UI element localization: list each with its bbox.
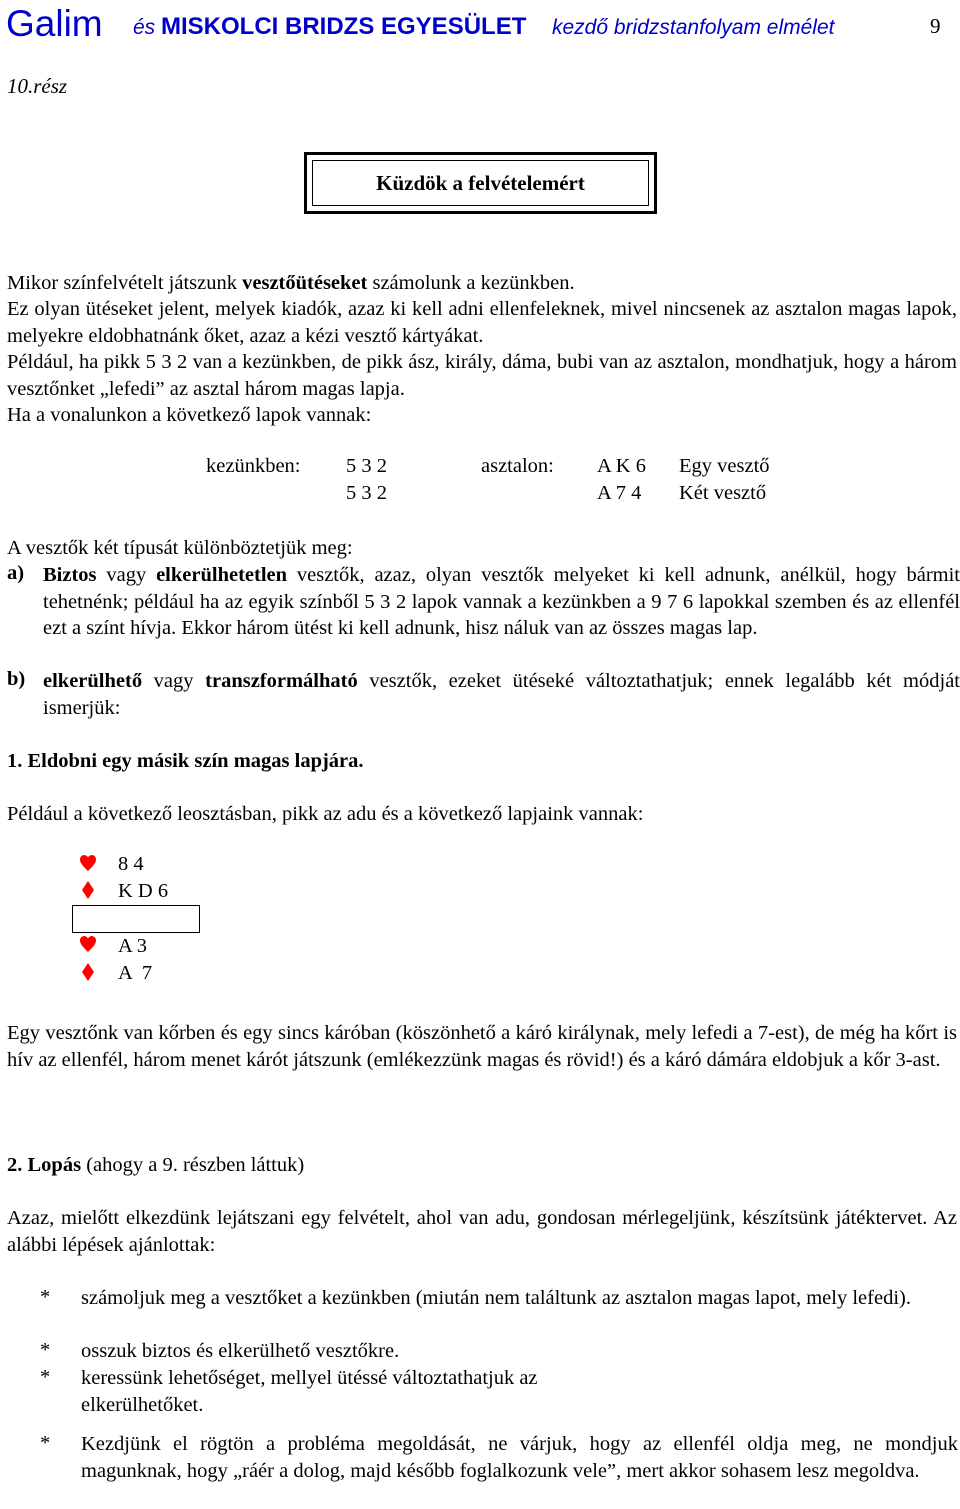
page-title: Küzdök a felvételemért bbox=[376, 170, 585, 195]
row1-result: Egy vesztő bbox=[679, 455, 770, 477]
label-hand: kezünkben: bbox=[206, 455, 301, 477]
type-a-text bbox=[43, 562, 960, 642]
type-b-rest: vesztők, ezeket ütéseké változtathatjuk; ennek legalább két módját ismerjük: bbox=[43, 670, 960, 719]
intro-paragraph-2: Ez olyan ütéseket jelent, melyek kiadók, azaz ki kell adni ellenfeleknek, mivel nincsenek az asztalon magas lapok, melyekre eldobhatnánk őket, azaz a kézi vesztő kártyákat. bbox=[7, 298, 957, 347]
method-1-heading: 1. Eldobni egy másik szín magas lapjára. bbox=[7, 750, 364, 772]
hand-divider-box bbox=[72, 905, 200, 933]
step-3-star: * bbox=[40, 1366, 51, 1388]
label-table: asztalon: bbox=[481, 455, 554, 477]
row1-hand: 5 3 2 bbox=[346, 455, 387, 477]
row2-result: Két vesztő bbox=[679, 482, 767, 504]
method-1-intro: Például a következő leosztásban, pikk az adu és a következő lapjaink vannak: bbox=[7, 803, 644, 825]
method-1-explanation: Egy vesztőnk van kőrben és egy sincs káróban (köszönhető a káró királynak, mely lefedi a 7-est), de még ha kőrt is hív az ellenfél, három menet kárót játszunk (emlékezzünk magas és rövid!) és a káró dámára eldobjuk a kőr 3-ast. bbox=[7, 1022, 957, 1071]
title-box bbox=[304, 152, 657, 214]
hand-top-hearts: 8 4 bbox=[118, 853, 144, 875]
types-intro: A vesztők két típusát különböztetjük meg: bbox=[7, 537, 353, 559]
type-b-bold-2: transzformálható bbox=[205, 670, 358, 692]
heart-icon bbox=[80, 855, 96, 873]
method-2-heading-rest: (ahogy a 9. részben láttuk) bbox=[81, 1154, 305, 1176]
intro-line-1 bbox=[7, 270, 957, 297]
heart-icon bbox=[80, 936, 96, 954]
method-2-heading-bold: 2. Lopás bbox=[7, 1154, 82, 1176]
hand-top-diamonds: K D 6 bbox=[118, 880, 169, 902]
row2-table: A 7 4 bbox=[597, 482, 642, 504]
type-b-label: b) bbox=[7, 668, 26, 690]
hand-bottom-hearts: A 3 bbox=[118, 935, 148, 957]
step-2-text: osszuk biztos és elkerülhető vesztőkre. bbox=[81, 1340, 400, 1362]
header-course: kezdő bridzstanfolyam elmélet bbox=[552, 16, 835, 39]
intro-paragraph-3: Például, ha pikk 5 3 2 van a kezünkben, de pikk ász, király, dáma, bubi van az asztalon, mondhatjuk, hogy a három vesztőnket „lefedi” az asztal három magas lapja. bbox=[7, 351, 957, 400]
page-number: 9 bbox=[930, 14, 941, 38]
header-galim: Galim bbox=[6, 3, 103, 44]
part-label: 10.rész bbox=[7, 74, 68, 98]
method-2-intro: Azaz, mielőtt elkezdünk lejátszani egy felvételt, ahol van adu, gondosan mérlegeljünk, készítsünk játéktervet. Az alábbi lépések ajánlottak: bbox=[7, 1207, 957, 1256]
intro-line-1-post: számolunk a kezünkben. bbox=[367, 272, 575, 294]
diamond-icon bbox=[80, 881, 96, 899]
step-1-star: * bbox=[40, 1286, 51, 1308]
diamond-icon bbox=[80, 963, 96, 981]
header-club-name: MISKOLCI BRIDZS EGYESÜLET bbox=[161, 13, 527, 40]
type-b-bold-1: elkerülhető bbox=[43, 670, 143, 692]
type-a-rest: vesztők, azaz, olyan vesztők melyeket ki kell adnunk, anélkül, hogy bármit tehetnénk; például ha az egyik színből 5 3 2 lapok vannak a kezünkben a 9 7 6 lapokkal szemben és az ellenfél ezt a színt hívja. Ekkor három ütést ki kell adnunk, hisz náluk van az összes magas lap. bbox=[43, 564, 960, 639]
step-4-text: Kezdjünk el rögtön a probléma megoldását, ne várjuk, hogy az ellenfél oldja meg, ne mondjuk magunknak, hogy „ráér a dolog, majd később foglalkozunk vele”, mert akkor sohasem lesz megoldva. bbox=[81, 1433, 958, 1482]
intro-paragraph-4: Ha a vonalunkon a következő lapok vannak: bbox=[7, 404, 372, 426]
type-b-mid: vagy bbox=[142, 670, 206, 692]
step-1-text: számoljuk meg a vesztőket a kezünkben (miután nem találtunk az asztalon magas lapot, mely lefedi). bbox=[81, 1287, 911, 1309]
title-box-inner bbox=[312, 160, 649, 206]
type-a-bold-1: Biztos bbox=[43, 564, 97, 586]
type-a-bold-2: elkerülhetetlen bbox=[156, 564, 288, 586]
header-es: és bbox=[133, 16, 156, 39]
type-b-text bbox=[43, 668, 960, 721]
step-4-star: * bbox=[40, 1432, 51, 1454]
type-a-mid: vagy bbox=[96, 564, 157, 586]
intro-line-1-bold: vesztőütéseket bbox=[242, 272, 368, 294]
step-3-text: keressünk lehetőséget, mellyel ütéssé változtathatjuk az elkerülhetőket. bbox=[81, 1367, 538, 1416]
row2-hand: 5 3 2 bbox=[346, 482, 387, 504]
row1-table: A K 6 bbox=[597, 455, 646, 477]
hand-bottom-diamonds: A 7 bbox=[118, 962, 153, 984]
type-a-label: a) bbox=[7, 562, 25, 584]
method-2-heading bbox=[7, 1152, 957, 1179]
intro-line-1-pre: Mikor színfelvételt játszunk bbox=[7, 272, 243, 294]
step-2-star: * bbox=[40, 1339, 51, 1361]
